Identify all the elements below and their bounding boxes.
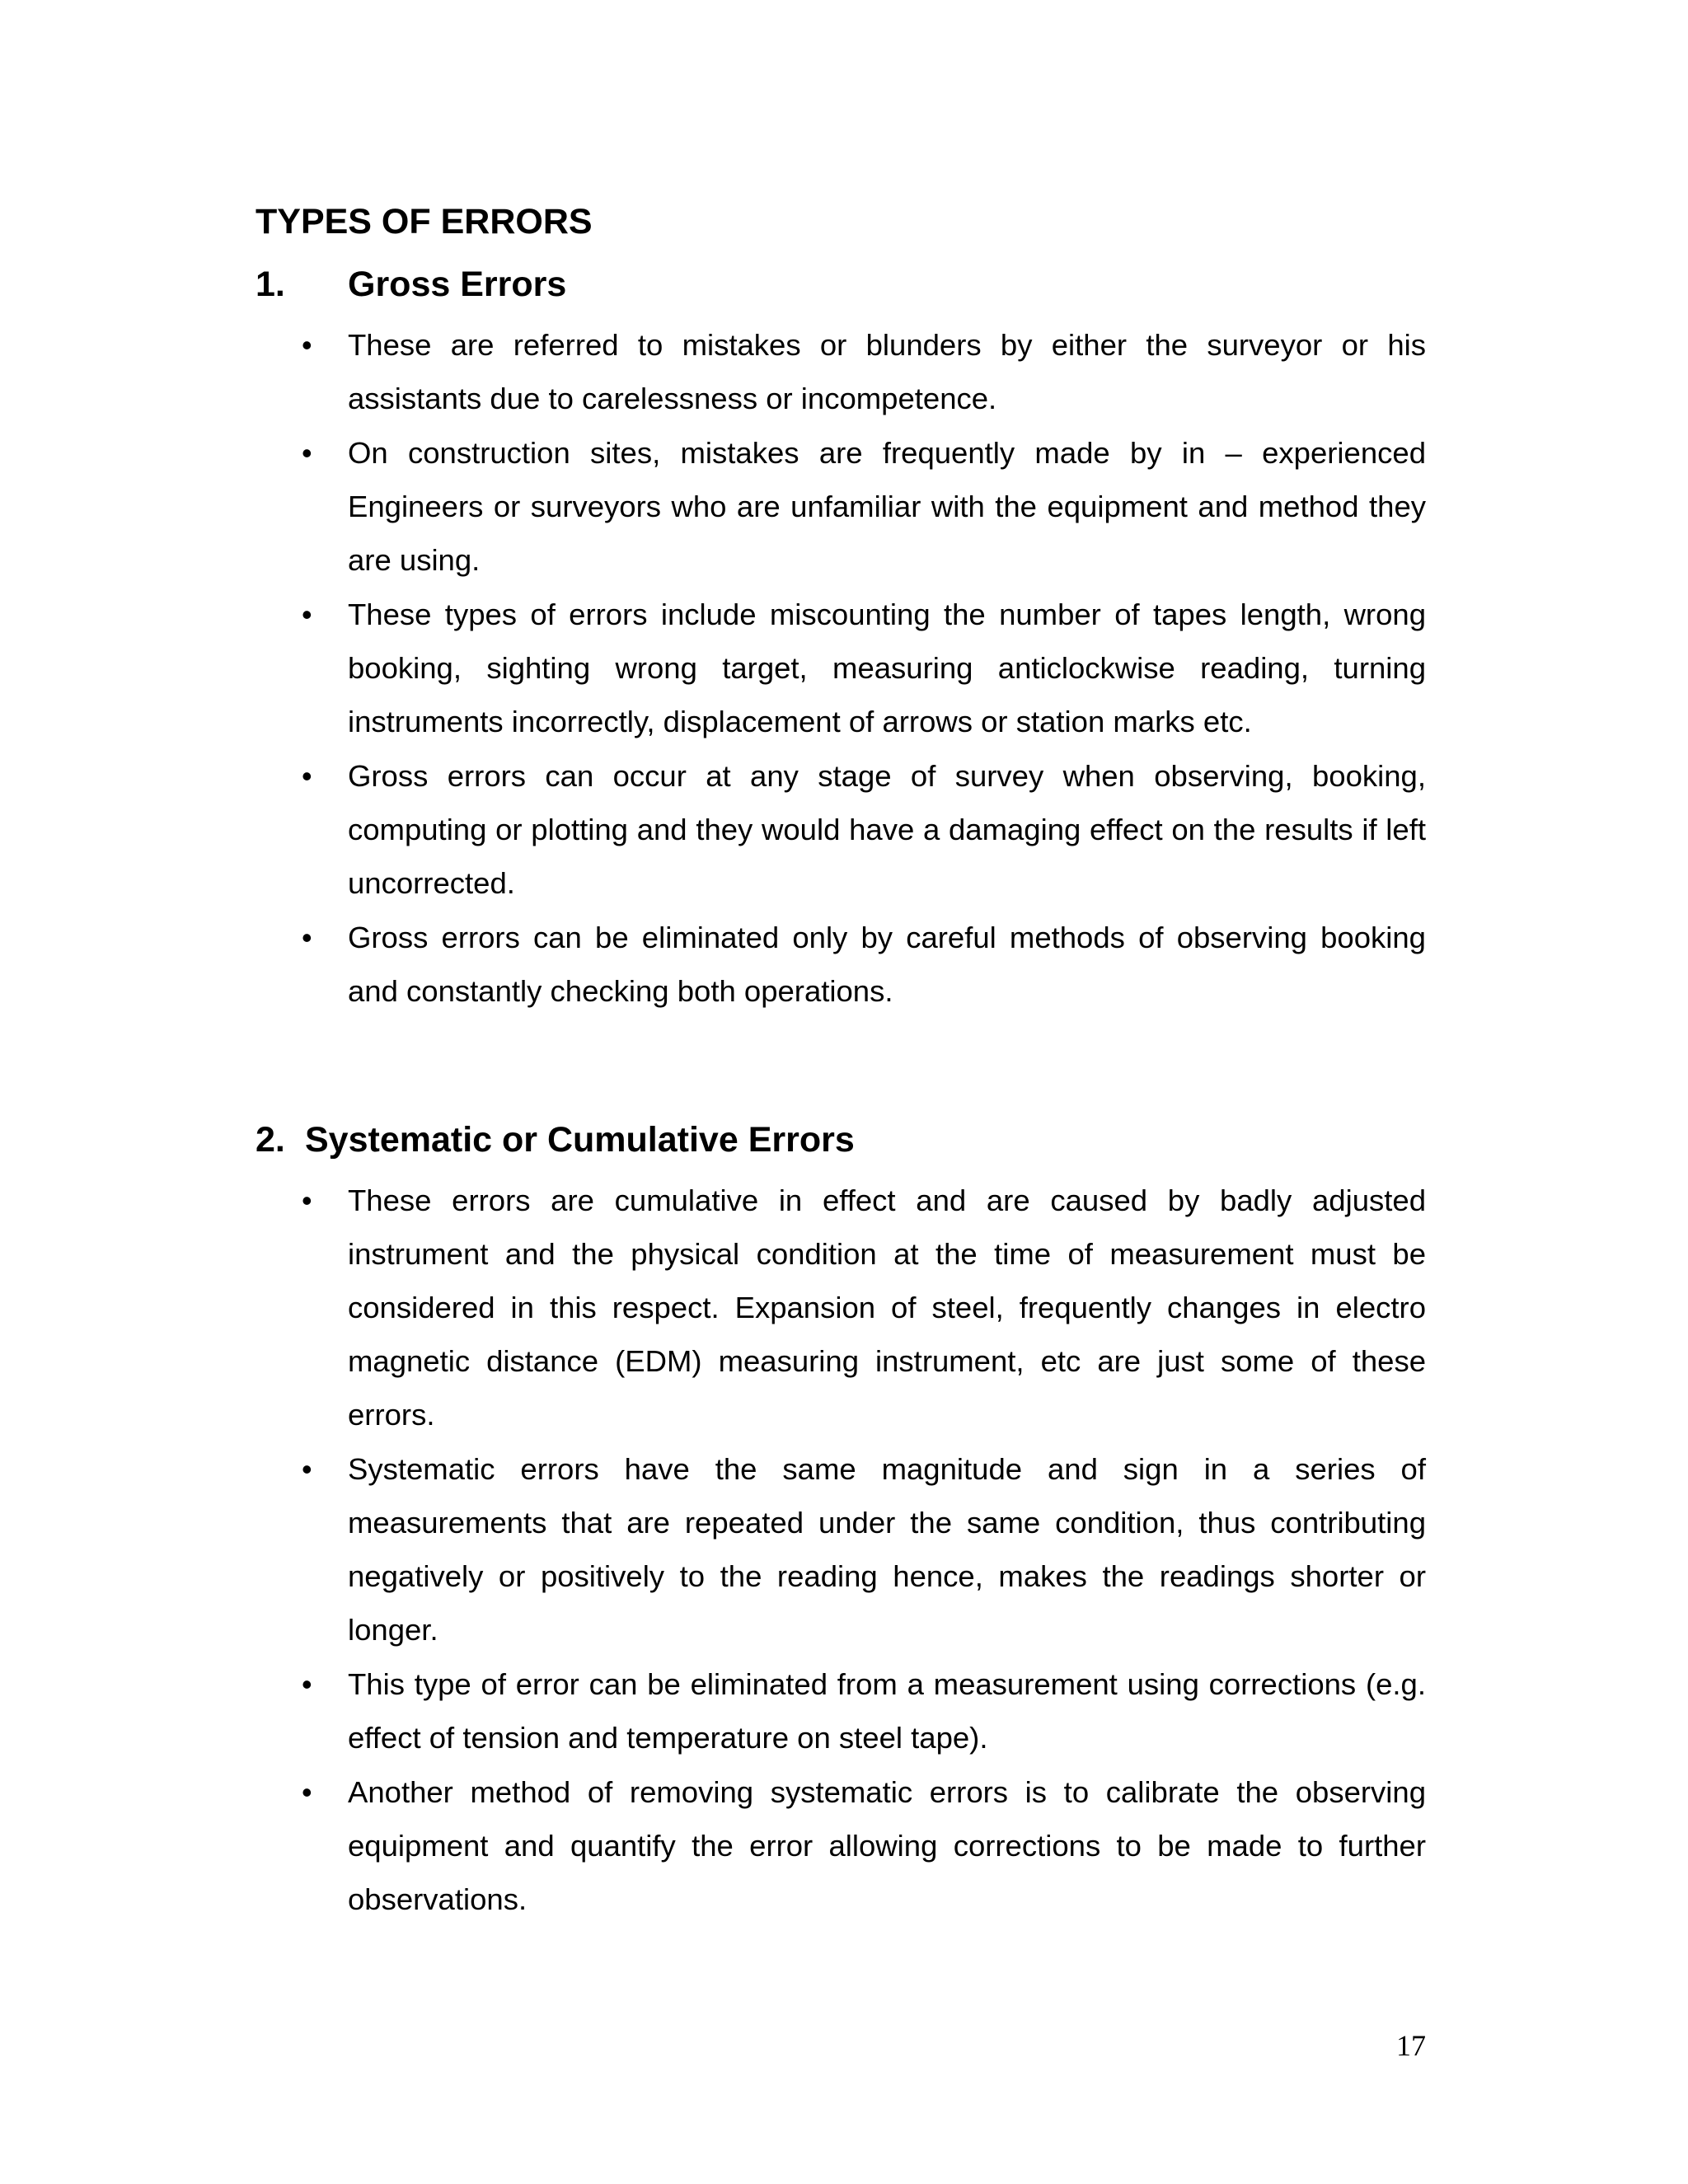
section-heading-systematic-errors xyxy=(256,1116,855,1164)
bullet-icon: • xyxy=(302,1775,312,1809)
list-item-text: These types of errors include miscounting the number of tapes length, wrong booking, sighting wrong target, measuring anticlockwise reading, turning instruments incorrectly, displacement of arrows or station marks etc. xyxy=(348,598,1426,738)
list-item-text: Another method of removing systematic errors is to calibrate the observing equipment and quantify the error allowing corrections to be made to further observations. xyxy=(348,1775,1426,1916)
bullet-icon: • xyxy=(302,436,312,470)
section-title: Systematic or Cumulative Errors xyxy=(305,1120,855,1160)
list-item xyxy=(297,318,1426,425)
list-item-text: Systematic errors have the same magnitude and sign in a series of measurements that are repeated under the same condition, thus contributing negatively or positively to the reading hence, makes the readings shorter or longer. xyxy=(348,1452,1426,1647)
list-item xyxy=(297,911,1426,1018)
section-number: 1. xyxy=(256,265,285,304)
list-item-text: These are referred to mistakes or blunders by either the surveyor or his assistants due to carelessness or incompetence. xyxy=(348,328,1426,415)
list-item-text: On construction sites, mistakes are frequently made by in – experienced Engineers or surveyors who are unfamiliar with the equipment and method they are using. xyxy=(348,436,1426,577)
systematic-errors-list xyxy=(297,1174,1426,1927)
gross-errors-list xyxy=(297,318,1426,1019)
list-item xyxy=(297,1657,1426,1765)
list-item xyxy=(297,749,1426,910)
list-item xyxy=(297,1765,1426,1926)
bullet-icon: • xyxy=(302,921,312,954)
page-number: 17 xyxy=(1396,2029,1426,2062)
bullet-icon: • xyxy=(302,328,312,362)
bullet-icon: • xyxy=(302,1452,312,1486)
list-item xyxy=(297,588,1426,748)
bullet-icon: • xyxy=(302,598,312,631)
list-item xyxy=(297,1174,1426,1441)
section-title: Gross Errors xyxy=(348,265,567,304)
section-heading-gross-errors xyxy=(256,260,566,308)
list-item-text: Gross errors can occur at any stage of survey when observing, booking, computing or plotting and they would have a damaging effect on the results if left uncorrected. xyxy=(348,759,1426,900)
list-item-text: These errors are cumulative in effect and are caused by badly adjusted instrument and the physical condition at the time of measurement must be considered in this respect. Expansion of steel, frequently changes in electro magnetic distance (EDM) measuring instrument, etc are just some of these errors. xyxy=(348,1183,1426,1432)
list-item xyxy=(297,426,1426,587)
list-item-text: Gross errors can be eliminated only by careful methods of observing booking and constantly checking both operations. xyxy=(348,921,1426,1008)
page-title: TYPES OF ERRORS xyxy=(256,202,593,241)
list-item-text: This type of error can be eliminated from a measurement using corrections (e.g. effect of tension and temperature on steel tape). xyxy=(348,1667,1426,1755)
bullet-icon: • xyxy=(302,1667,312,1701)
bullet-icon: • xyxy=(302,759,312,793)
list-item xyxy=(297,1442,1426,1657)
bullet-icon: • xyxy=(302,1183,312,1217)
section-number: 2. xyxy=(256,1120,285,1160)
